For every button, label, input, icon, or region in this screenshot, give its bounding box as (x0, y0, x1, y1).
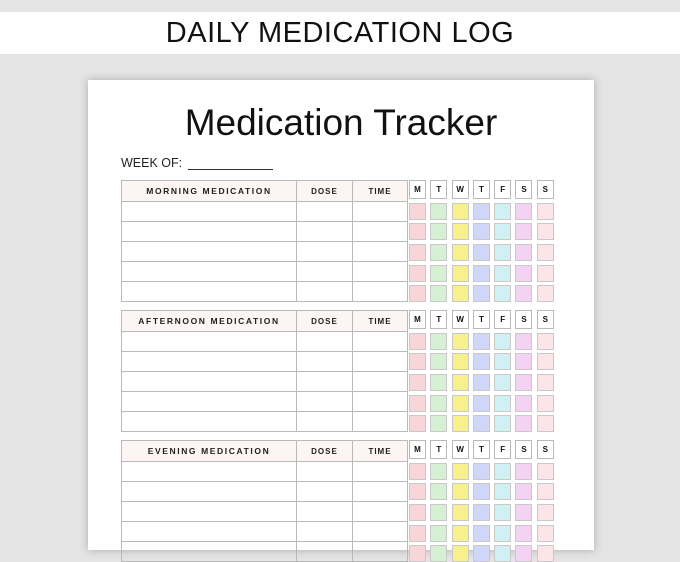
time-cell[interactable] (353, 392, 408, 412)
day-header: W (452, 440, 469, 459)
day-checkbox[interactable] (430, 415, 447, 432)
day-checkbox[interactable] (452, 463, 469, 480)
day-checkbox[interactable] (473, 395, 490, 412)
day-header: F (494, 310, 511, 329)
day-checkbox[interactable] (494, 285, 511, 302)
day-checkbox[interactable] (537, 395, 554, 412)
day-checkbox[interactable] (473, 265, 490, 282)
day-checkbox[interactable] (430, 244, 447, 261)
day-header: W (452, 310, 469, 329)
day-checkbox[interactable] (515, 265, 532, 282)
day-checkbox[interactable] (452, 265, 469, 282)
day-checkbox[interactable] (430, 463, 447, 480)
day-checkbox[interactable] (473, 504, 490, 521)
day-checkbox[interactable] (537, 223, 554, 240)
medication-name-cell[interactable] (122, 202, 297, 222)
day-checkbox[interactable] (537, 333, 554, 350)
day-checkbox[interactable] (494, 223, 511, 240)
day-checkbox[interactable] (409, 285, 426, 302)
medication-row (122, 242, 408, 262)
time-cell[interactable] (353, 502, 408, 522)
dose-cell[interactable] (297, 222, 353, 242)
day-checkbox[interactable] (537, 265, 554, 282)
day-checkbox[interactable] (452, 504, 469, 521)
day-checkbox[interactable] (430, 203, 447, 220)
day-checkbox[interactable] (452, 374, 469, 391)
day-checkbox[interactable] (430, 223, 447, 240)
day-checkbox[interactable] (409, 244, 426, 261)
time-cell[interactable] (353, 522, 408, 542)
week-of-label: WEEK OF: (121, 156, 183, 170)
medication-name-cell[interactable] (122, 412, 297, 432)
day-checkbox[interactable] (452, 545, 469, 562)
dose-cell[interactable] (297, 262, 353, 282)
day-checkbox[interactable] (409, 374, 426, 391)
day-checkbox[interactable] (494, 353, 511, 370)
day-checkbox[interactable] (473, 525, 490, 542)
day-header: S (515, 310, 532, 329)
medication-name-cell[interactable] (122, 262, 297, 282)
week-of-line (188, 157, 273, 170)
day-checkbox[interactable] (409, 223, 426, 240)
day-checkbox[interactable] (409, 333, 426, 350)
banner-title: DAILY MEDICATION LOG (0, 12, 680, 54)
day-checkbox[interactable] (515, 415, 532, 432)
day-checkbox[interactable] (409, 525, 426, 542)
time-cell[interactable] (353, 282, 408, 302)
dose-cell[interactable] (297, 242, 353, 262)
day-checkbox[interactable] (409, 353, 426, 370)
day-checkbox[interactable] (409, 545, 426, 562)
day-header: T (430, 310, 447, 329)
day-checkbox[interactable] (537, 285, 554, 302)
medication-name-cell[interactable] (122, 392, 297, 412)
day-checkbox[interactable] (452, 223, 469, 240)
medication-name-cell[interactable] (122, 542, 297, 562)
medication-row (122, 332, 408, 352)
dose-cell[interactable] (297, 282, 353, 302)
day-checkbox[interactable] (537, 203, 554, 220)
day-checkbox[interactable] (430, 483, 447, 500)
day-checkbox[interactable] (515, 203, 532, 220)
day-checkbox[interactable] (515, 333, 532, 350)
day-checkbox[interactable] (494, 525, 511, 542)
day-checkbox[interactable] (409, 265, 426, 282)
day-checkbox[interactable] (473, 463, 490, 480)
medication-table (121, 310, 408, 432)
dose-header: DOSE (297, 181, 353, 202)
day-checkbox-grid (409, 440, 554, 562)
medication-name-cell[interactable] (122, 282, 297, 302)
medication-name-cell[interactable] (122, 522, 297, 542)
medication-name-cell[interactable] (122, 502, 297, 522)
day-checkbox[interactable] (537, 545, 554, 562)
dose-cell[interactable] (297, 502, 353, 522)
dose-cell[interactable] (297, 332, 353, 352)
day-checkbox[interactable] (473, 415, 490, 432)
dose-header: DOSE (297, 311, 353, 332)
day-header: S (537, 440, 554, 459)
day-checkbox[interactable] (473, 223, 490, 240)
time-cell[interactable] (353, 352, 408, 372)
day-header: S (515, 180, 532, 199)
day-checkbox[interactable] (537, 463, 554, 480)
day-checkbox[interactable] (452, 353, 469, 370)
medication-name-cell[interactable] (122, 222, 297, 242)
day-checkbox[interactable] (452, 333, 469, 350)
day-checkbox[interactable] (409, 463, 426, 480)
medication-name-cell[interactable] (122, 242, 297, 262)
medication-row (122, 282, 408, 302)
time-cell[interactable] (353, 482, 408, 502)
section-title: AFTERNOON MEDICATION (122, 311, 297, 332)
day-checkbox[interactable] (515, 395, 532, 412)
day-checkbox[interactable] (430, 333, 447, 350)
day-checkbox[interactable] (494, 374, 511, 391)
time-cell[interactable] (353, 542, 408, 562)
day-checkbox[interactable] (515, 353, 532, 370)
medication-name-cell[interactable] (122, 462, 297, 482)
day-checkbox[interactable] (537, 374, 554, 391)
day-checkbox-grid (409, 180, 554, 302)
medication-row (122, 482, 408, 502)
day-checkbox[interactable] (409, 504, 426, 521)
day-checkbox[interactable] (494, 333, 511, 350)
time-cell[interactable] (353, 462, 408, 482)
medication-name-cell[interactable] (122, 352, 297, 372)
day-checkbox[interactable] (515, 244, 532, 261)
medication-row (122, 392, 408, 412)
day-checkbox[interactable] (452, 525, 469, 542)
day-checkbox[interactable] (473, 353, 490, 370)
day-checkbox[interactable] (452, 203, 469, 220)
day-checkbox[interactable] (515, 545, 532, 562)
medication-row (122, 202, 408, 222)
medication-table (121, 440, 408, 562)
time-cell[interactable] (353, 202, 408, 222)
day-header: S (515, 440, 532, 459)
day-checkbox[interactable] (537, 244, 554, 261)
day-checkbox[interactable] (494, 265, 511, 282)
time-cell[interactable] (353, 412, 408, 432)
day-header: M (409, 310, 426, 329)
medication-name-cell[interactable] (122, 482, 297, 502)
medication-row (122, 542, 408, 562)
medication-row (122, 502, 408, 522)
day-checkbox[interactable] (430, 285, 447, 302)
day-header: M (409, 180, 426, 199)
day-checkbox-grid (409, 310, 554, 432)
dose-cell[interactable] (297, 202, 353, 222)
time-cell[interactable] (353, 222, 408, 242)
time-cell[interactable] (353, 332, 408, 352)
day-header: M (409, 440, 426, 459)
dose-cell[interactable] (297, 482, 353, 502)
day-checkbox[interactable] (473, 244, 490, 261)
dose-header: DOSE (297, 441, 353, 462)
day-checkbox[interactable] (430, 504, 447, 521)
document-page (88, 80, 594, 550)
time-cell[interactable] (353, 372, 408, 392)
day-checkbox[interactable] (452, 395, 469, 412)
medication-name-cell[interactable] (122, 372, 297, 392)
day-checkbox[interactable] (430, 525, 447, 542)
dose-cell[interactable] (297, 462, 353, 482)
medication-row (122, 352, 408, 372)
day-checkbox[interactable] (473, 545, 490, 562)
day-checkbox[interactable] (430, 395, 447, 412)
medication-row (122, 412, 408, 432)
dose-cell[interactable] (297, 522, 353, 542)
day-checkbox[interactable] (430, 374, 447, 391)
day-checkbox[interactable] (494, 415, 511, 432)
day-checkbox[interactable] (473, 374, 490, 391)
medication-row (122, 262, 408, 282)
day-checkbox[interactable] (409, 483, 426, 500)
medication-row (122, 522, 408, 542)
medication-table (121, 180, 408, 302)
day-checkbox[interactable] (473, 285, 490, 302)
day-header: F (494, 180, 511, 199)
day-checkbox[interactable] (515, 483, 532, 500)
section-title: MORNING MEDICATION (122, 181, 297, 202)
day-checkbox[interactable] (409, 203, 426, 220)
day-checkbox[interactable] (494, 395, 511, 412)
day-checkbox[interactable] (430, 353, 447, 370)
time-header: TIME (353, 181, 408, 202)
week-of-field (121, 156, 273, 170)
day-checkbox[interactable] (494, 483, 511, 500)
medication-name-cell[interactable] (122, 332, 297, 352)
day-checkbox[interactable] (409, 415, 426, 432)
day-header: T (430, 440, 447, 459)
day-checkbox[interactable] (473, 333, 490, 350)
day-header: F (494, 440, 511, 459)
day-checkbox[interactable] (537, 415, 554, 432)
day-checkbox[interactable] (537, 504, 554, 521)
day-header: T (473, 310, 490, 329)
day-checkbox[interactable] (515, 374, 532, 391)
medication-row (122, 462, 408, 482)
day-header: T (430, 180, 447, 199)
day-checkbox[interactable] (515, 525, 532, 542)
day-header: T (473, 180, 490, 199)
day-checkbox[interactable] (452, 483, 469, 500)
day-checkbox[interactable] (430, 545, 447, 562)
day-header: W (452, 180, 469, 199)
dose-cell[interactable] (297, 352, 353, 372)
day-checkbox[interactable] (515, 223, 532, 240)
day-checkbox[interactable] (494, 504, 511, 521)
day-checkbox[interactable] (537, 525, 554, 542)
day-checkbox[interactable] (494, 203, 511, 220)
day-checkbox[interactable] (473, 203, 490, 220)
document-title: Medication Tracker (184, 102, 498, 143)
day-checkbox[interactable] (452, 415, 469, 432)
day-header: T (473, 440, 490, 459)
time-cell[interactable] (353, 242, 408, 262)
time-header: TIME (353, 311, 408, 332)
section-title: EVENING MEDICATION (122, 441, 297, 462)
day-checkbox[interactable] (494, 463, 511, 480)
day-checkbox[interactable] (452, 244, 469, 261)
day-checkbox[interactable] (515, 285, 532, 302)
day-checkbox[interactable] (515, 463, 532, 480)
day-checkbox[interactable] (537, 353, 554, 370)
medication-row (122, 372, 408, 392)
dose-cell[interactable] (297, 412, 353, 432)
day-header: S (537, 310, 554, 329)
time-header: TIME (353, 441, 408, 462)
day-checkbox[interactable] (409, 395, 426, 412)
day-header: S (537, 180, 554, 199)
day-checkbox[interactable] (537, 483, 554, 500)
time-cell[interactable] (353, 262, 408, 282)
dose-cell[interactable] (297, 542, 353, 562)
dose-cell[interactable] (297, 392, 353, 412)
medication-row (122, 222, 408, 242)
day-checkbox[interactable] (452, 285, 469, 302)
day-checkbox[interactable] (473, 483, 490, 500)
day-checkbox[interactable] (515, 504, 532, 521)
dose-cell[interactable] (297, 372, 353, 392)
day-checkbox[interactable] (494, 545, 511, 562)
day-checkbox[interactable] (494, 244, 511, 261)
day-checkbox[interactable] (430, 265, 447, 282)
